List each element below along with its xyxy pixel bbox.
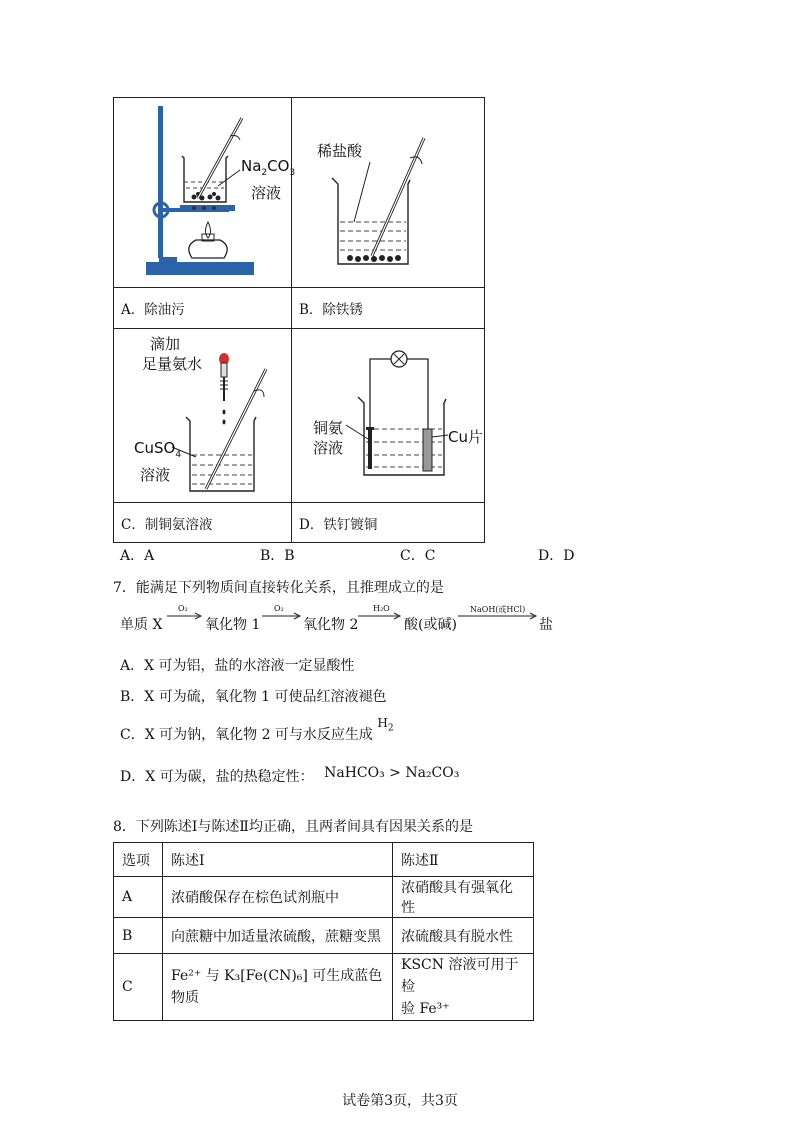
option-b: B．B [260, 548, 295, 564]
table-cell: 浓硫酸具有脱水性 [393, 918, 534, 954]
table-cell: Fe²⁺ 与 K₃[Fe(CN)₆] 可生成蓝色 物质 [163, 954, 393, 1021]
chain-end: 盐 [539, 617, 553, 633]
cell-b-reagent-label: 稀盐酸 [317, 142, 363, 160]
table-header-cell: 陈述Ⅰ [163, 843, 393, 877]
cell-d-electrode-label: Cu片 [448, 428, 483, 446]
q8-stem: 8．下列陈述Ⅰ与陈述Ⅱ均正确，且两者间具有因果关系的是 [113, 819, 473, 835]
cell-b-caption: B．除铁锈 [299, 302, 363, 318]
q7-stem: 7．能满足下列物质间直接转化关系，且推理成立的是 [113, 580, 444, 596]
chain-node-2: 氧化物 2 [303, 617, 359, 633]
page-footer: 试卷第3页，共3页 [342, 1093, 458, 1109]
arrow-4-reagent: NaOH(或HCl) [470, 605, 526, 614]
table-cell: C [114, 954, 163, 1021]
arrow-3-reagent: H₂O [373, 604, 390, 613]
option-a: A．A [120, 548, 155, 564]
table-row [114, 954, 534, 1021]
arrow-3 [358, 612, 402, 620]
q7-option-c: C．X 可为钠，氧化物 2 可与水反应生成 $H_2$ [120, 716, 394, 743]
table-row [114, 877, 534, 918]
table-cell: A [114, 877, 163, 918]
chain-node-1: 氧化物 1 [205, 617, 261, 633]
table-row [114, 918, 534, 954]
grid-divider [114, 287, 484, 288]
table-header-row [114, 843, 534, 877]
option-c: C．C [400, 548, 436, 564]
q7-option-a: A．X 可为铝，盐的水溶液一定显酸性 [120, 658, 355, 674]
option-d: D．D [538, 548, 575, 564]
table-cell: B [114, 918, 163, 954]
chain-node-3: 酸(或碱) [404, 617, 457, 633]
q8-table [113, 842, 534, 1021]
q6-figure-grid [113, 97, 485, 543]
arrow-2-reagent: O₂ [274, 604, 284, 613]
table-header-cell: 选项 [114, 843, 163, 877]
cell-b-apparatus [292, 98, 484, 287]
cell-d-caption: D．铁钉镀铜 [299, 517, 378, 533]
chain-start: 单质 X [120, 617, 163, 633]
table-cell: KSCN 溶液可用于检 验 Fe³⁺ [393, 954, 534, 1021]
cell-d-apparatus [292, 329, 484, 502]
cell-d-solution-label: 铜氨 溶液 [313, 419, 344, 457]
d-formula: NaHCO₃ > Na₂CO₃ [324, 765, 460, 781]
grid-divider [114, 502, 484, 503]
arrow-4 [458, 612, 538, 620]
q7-option-b: B．X 可为硫，氧化物 1 可使品红溶液褪色 [120, 689, 387, 705]
cell-c-reagent-label: CuSO$_4$ 溶液 [134, 439, 182, 484]
table-cell: 向蔗糖中加适量浓硫酸，蔗糖变黑 [163, 918, 393, 954]
table-header-cell: 陈述Ⅱ [393, 843, 534, 877]
arrow-1-reagent: O₂ [178, 604, 188, 613]
arrow-2 [262, 612, 302, 620]
table-cell: 浓硝酸具有强氧化性 [393, 877, 534, 918]
q7-option-d: D．X 可为碳，盐的热稳定性： NaHCO₃ > Na₂CO₃ [120, 765, 460, 785]
cell-a-reagent-label: $Na_2CO_3$ 溶液 [241, 157, 296, 202]
table-cell: 浓硝酸保存在棕色试剂瓶中 [163, 877, 393, 918]
cell-c-dropper-label: 滴加 足量氨水 [142, 335, 203, 373]
cell-a-caption: A．除油污 [121, 302, 185, 318]
cell-c-caption: C．制铜氨溶液 [121, 517, 213, 533]
arrow-1 [167, 612, 203, 620]
